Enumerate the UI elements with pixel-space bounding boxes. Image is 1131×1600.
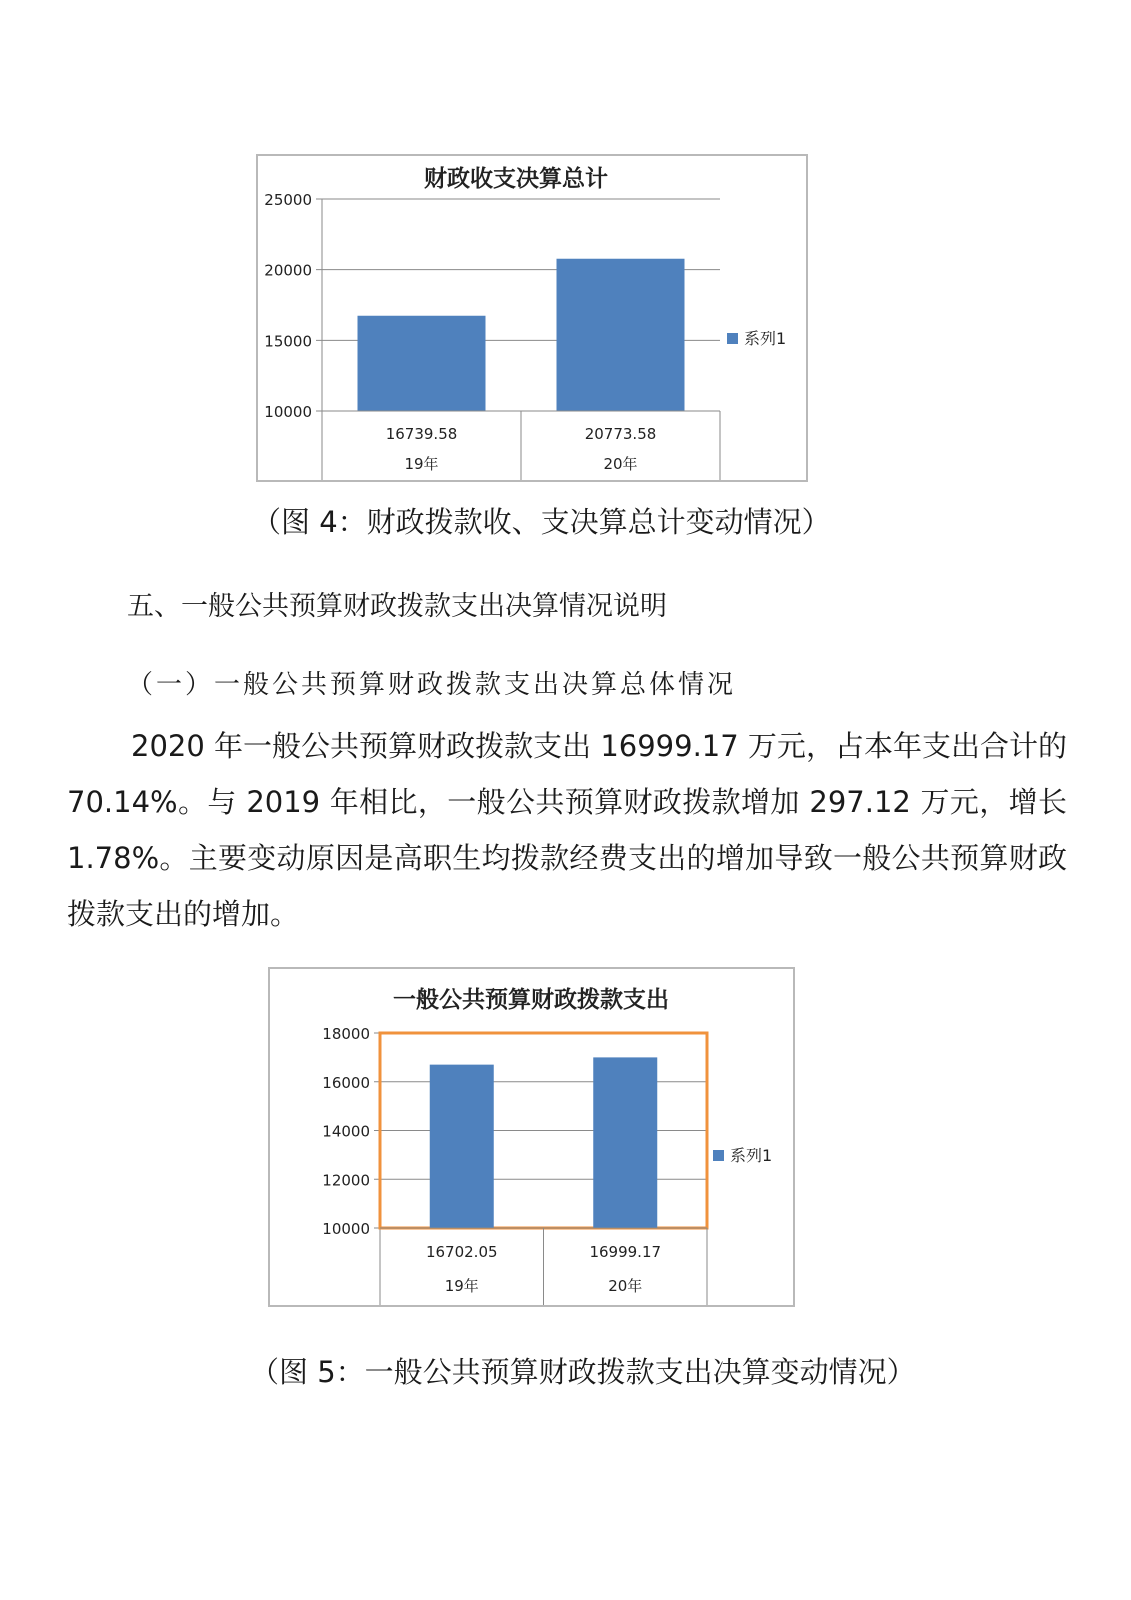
chart-title: 财政收支决算总计 (424, 165, 608, 192)
y-tick-label-1: 20000 (264, 261, 312, 280)
y-tick-label-2: 14000 (322, 1122, 370, 1141)
bar-20年 (557, 259, 685, 411)
legend-label: 系列1 (730, 1146, 773, 1165)
x-tick-label-19年: 19年 (444, 1277, 479, 1295)
bar-20年 (593, 1057, 657, 1228)
section-heading: 五、一般公共预算财政拨款支出决算情况说明 (127, 591, 667, 622)
legend-label: 系列1 (744, 329, 787, 348)
y-tick-label-2: 15000 (264, 332, 312, 351)
figure-4-chart (256, 154, 808, 482)
subsection-heading: （一）一般公共预算财政拨款支出决算总体情况 (127, 670, 737, 700)
bar-19年 (358, 316, 486, 411)
legend-swatch (713, 1150, 724, 1161)
data-label-19年: 16702.05 (425, 1243, 498, 1261)
body-paragraph: 2020 年一般公共预算财政拨款支出 16999.17 万元，占本年支出合计的 70.14%。与 2019 年相比，一般公共预算财政拨款增加 297.12 万元，增长 1.78%。主要变动原因是高职生均拨款经费支出的增加导致一般公共预算财政拨款支出的增加。 (67, 729, 1067, 931)
figure-4-caption: （图 4：财政拨款收、支决算总计变动情况） (252, 505, 831, 539)
y-tick-label-3: 12000 (322, 1171, 370, 1190)
figure-5-chart (268, 967, 795, 1307)
chart-title: 一般公共预算财政拨款支出 (393, 986, 669, 1013)
bar-19年 (430, 1065, 494, 1228)
x-tick-label-19年: 19年 (404, 455, 439, 473)
legend-swatch (727, 333, 738, 344)
data-label-19年: 16739.58 (385, 425, 458, 443)
data-label-20年: 20773.58 (584, 425, 657, 443)
data-label-20年: 16999.17 (589, 1243, 662, 1261)
y-tick-label-0: 25000 (264, 191, 312, 209)
figure-5-svg (270, 969, 793, 1305)
x-tick-label-20年: 20年 (608, 1277, 643, 1295)
y-tick-label-3: 10000 (264, 403, 312, 421)
y-tick-label-1: 16000 (322, 1073, 370, 1092)
y-tick-label-0: 18000 (322, 1025, 370, 1043)
x-tick-label-20年: 20年 (603, 455, 638, 473)
figure-5-caption: （图 5：一般公共预算财政拨款支出决算变动情况） (250, 1355, 916, 1389)
y-tick-label-4: 10000 (322, 1220, 370, 1238)
figure-4-svg (258, 156, 806, 480)
